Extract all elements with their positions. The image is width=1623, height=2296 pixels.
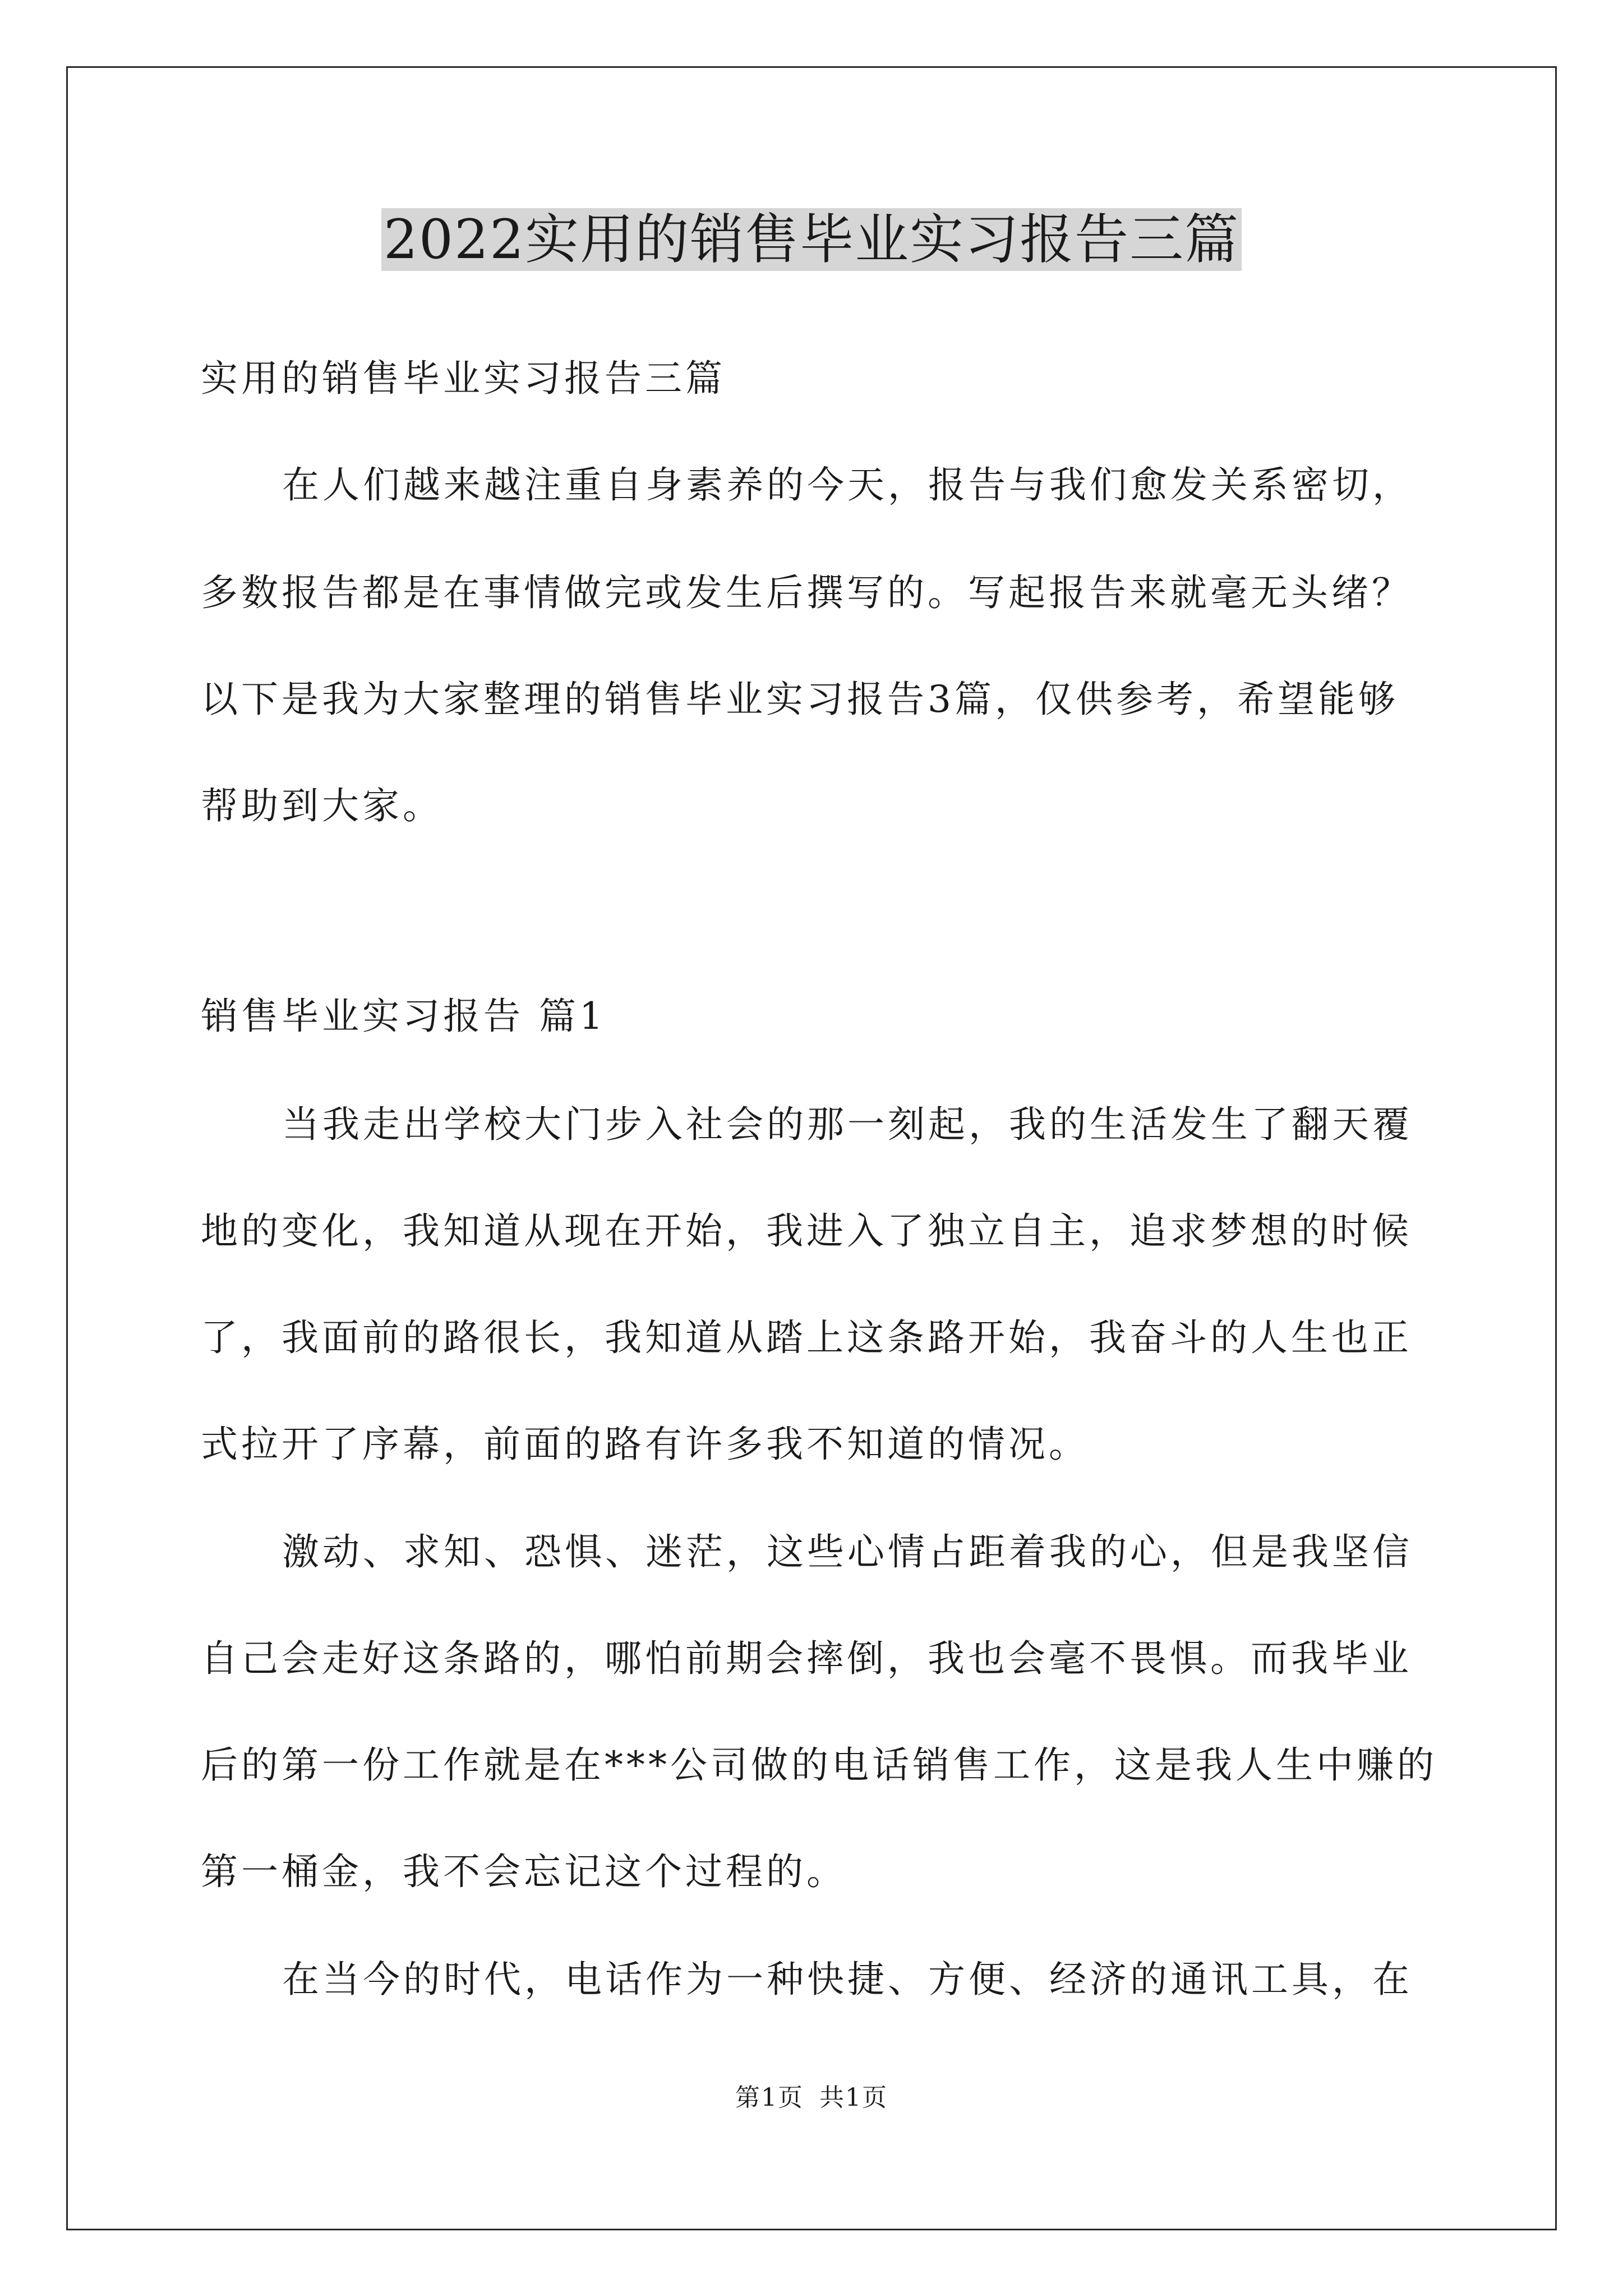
document-title [0,203,1623,276]
document-subtitle: 实用的销售毕业实习报告三篇 [201,357,726,400]
paragraph1-line-2: 地的变化，我知道从现在开始，我进入了独立自主，追求梦想的时候 [201,1209,1412,1253]
paragraph1-line-1: 当我走出学校大门步入社会的那一刻起，我的生活发生了翻天覆 [282,1103,1413,1146]
paragraph1-line-3: 了，我面前的路很长，我知道从踏上这条路开始，我奋斗的人生也正 [201,1316,1412,1359]
document-title-text: 2022实用的销售毕业实习报告三篇 [381,208,1242,271]
paragraph1-line-4: 式拉开了序幕，前面的路有许多我不知道的情况。 [201,1423,1089,1466]
intro-line-2: 多数报告都是在事情做完或发生后撰写的。写起报告来就毫无头绪？ [201,571,1412,614]
paragraph2-line-1: 激动、求知、恐惧、迷茫，这些心情占距着我的心，但是我坚信 [282,1530,1413,1573]
page-number: 第1页 [735,2083,804,2112]
page-footer [0,2081,1623,2115]
section-heading: 销售毕业实习报告 篇1 [201,995,606,1038]
paragraph2-line-2: 自己会走好这条路的，哪怕前期会摔倒，我也会毫不畏惧。而我毕业 [201,1637,1412,1680]
intro-line-4: 帮助到大家。 [201,784,443,827]
paragraph3-line-1: 在当今的时代，电话作为一种快捷、方便、经济的通讯工具，在 [282,1958,1413,2001]
paragraph2-line-3: 后的第一份工作就是在***公司做的电话销售工作，这是我人生中赚的 [201,1743,1437,1787]
paragraph2-line-4: 第一桶金，我不会忘记这个过程的。 [201,1850,847,1893]
page-total: 共1页 [819,2083,888,2112]
intro-line-3: 以下是我为大家整理的销售毕业实习报告3篇，仅供参考，希望能够 [201,678,1399,721]
intro-line-1: 在人们越来越注重自身素养的今天，报告与我们愈发关系密切， [282,463,1413,507]
